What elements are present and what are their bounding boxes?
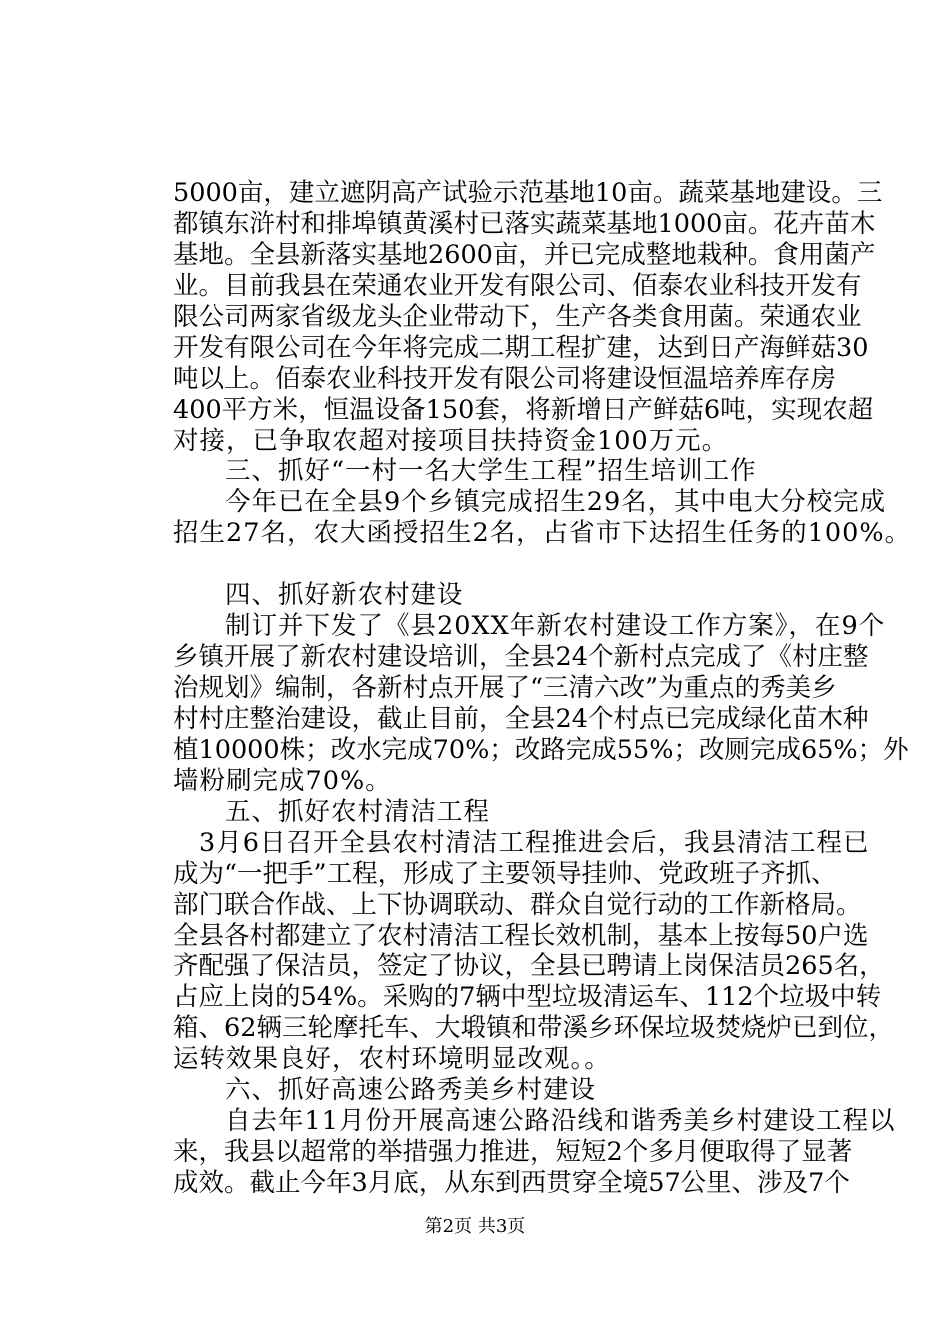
body-line: 自去年11月份开展高速公路沿线和谐秀美乡村建设工程以 xyxy=(225,1106,896,1136)
body-line: 业。目前我县在荣通农业开发有限公司、佰泰农业科技开发有 xyxy=(173,271,862,301)
body-line: 限公司两家省级龙头企业带动下，生产各类食用菌。荣通农业 xyxy=(173,302,862,332)
body-line: 占应上岗的54%。采购的7辆中型垃圾清运车、112个垃圾中转 xyxy=(173,982,882,1012)
body-line: 吨以上。佰泰农业科技开发有限公司将建设恒温培养库存房 xyxy=(173,364,837,394)
body-line: 400平方米，恒温设备150套，将新增日产鲜菇6吨，实现农超 xyxy=(173,395,874,425)
body-line: 成效。截止今年3月底，从东到西贯穿全境57公里、涉及7个 xyxy=(173,1168,850,1198)
section-heading: 三、抓好“一村一名大学生工程”招生培训工作 xyxy=(225,456,757,486)
body-line: 招生27名，农大函授招生2名，占省市下达招生任务的100%。 xyxy=(173,518,912,548)
body-line: 箱、62辆三轮摩托车、大塅镇和带溪乡环保垃圾焚烧炉已到位， xyxy=(173,1013,894,1043)
body-line: 齐配强了保洁员，签定了协议，全县已聘请上岗保洁员265名， xyxy=(173,951,885,981)
section-heading: 五、抓好农村清洁工程 xyxy=(225,797,491,827)
page-footer: 第2页 共3页 xyxy=(424,1216,526,1237)
body-line: 村村庄整治建设，截止目前，全县24个村点已完成绿化苗木种 xyxy=(173,704,869,734)
body-line: 制订并下发了《县20XX年新农村建设工作方案》，在9个 xyxy=(225,611,886,641)
body-line: 成为“一把手”工程，形成了主要领导挂帅、党政班子齐抓、 xyxy=(173,859,837,889)
body-line: 5000亩，建立遮阴高产试验示范基地10亩。蔬菜基地建设。三 xyxy=(173,178,883,208)
body-line: 今年已在全县9个乡镇完成招生29名，其中电大分校完成 xyxy=(225,487,887,517)
body-line: 墙粉刷完成70%。 xyxy=(173,766,392,796)
body-line: 来，我县以超常的举措强力推进，短短2个多月便取得了显著 xyxy=(173,1137,853,1167)
body-line: 开发有限公司在今年将完成二期工程扩建，达到日产海鲜菇30 xyxy=(173,333,869,363)
body-line: 基地。全县新落实基地2600亩，并已完成整地栽种。食用菌产 xyxy=(173,240,876,270)
body-line: 治规划》编制，各新村点开展了“三清六改”为重点的秀美乡 xyxy=(173,673,837,703)
body-line: 植10000株；改水完成70%；改路完成55%；改厕完成65%；外 xyxy=(173,735,909,765)
section-heading: 六、抓好高速公路秀美乡村建设 xyxy=(225,1075,597,1105)
body-line: 部门联合作战、上下协调联动、群众自觉行动的工作新格局。 xyxy=(173,890,862,920)
body-line: 全县各村都建立了农村清洁工程长效机制，基本上按每50户选 xyxy=(173,921,869,951)
body-line: 都镇东浒村和排埠镇黄溪村已落实蔬菜基地1000亩。花卉苗木 xyxy=(173,209,876,239)
body-line: 3月6日召开全县农村清洁工程推进会后，我县清洁工程已 xyxy=(199,828,870,858)
body-line: 乡镇开展了新农村建设培训，全县24个新村点完成了《村庄整 xyxy=(173,642,869,672)
body-line: 对接，已争取农超对接项目扶持资金100万元。 xyxy=(173,426,729,456)
body-line: 运转效果良好，农村环境明显改观。。 xyxy=(173,1044,611,1074)
section-heading: 四、抓好新农村建设 xyxy=(225,580,464,610)
